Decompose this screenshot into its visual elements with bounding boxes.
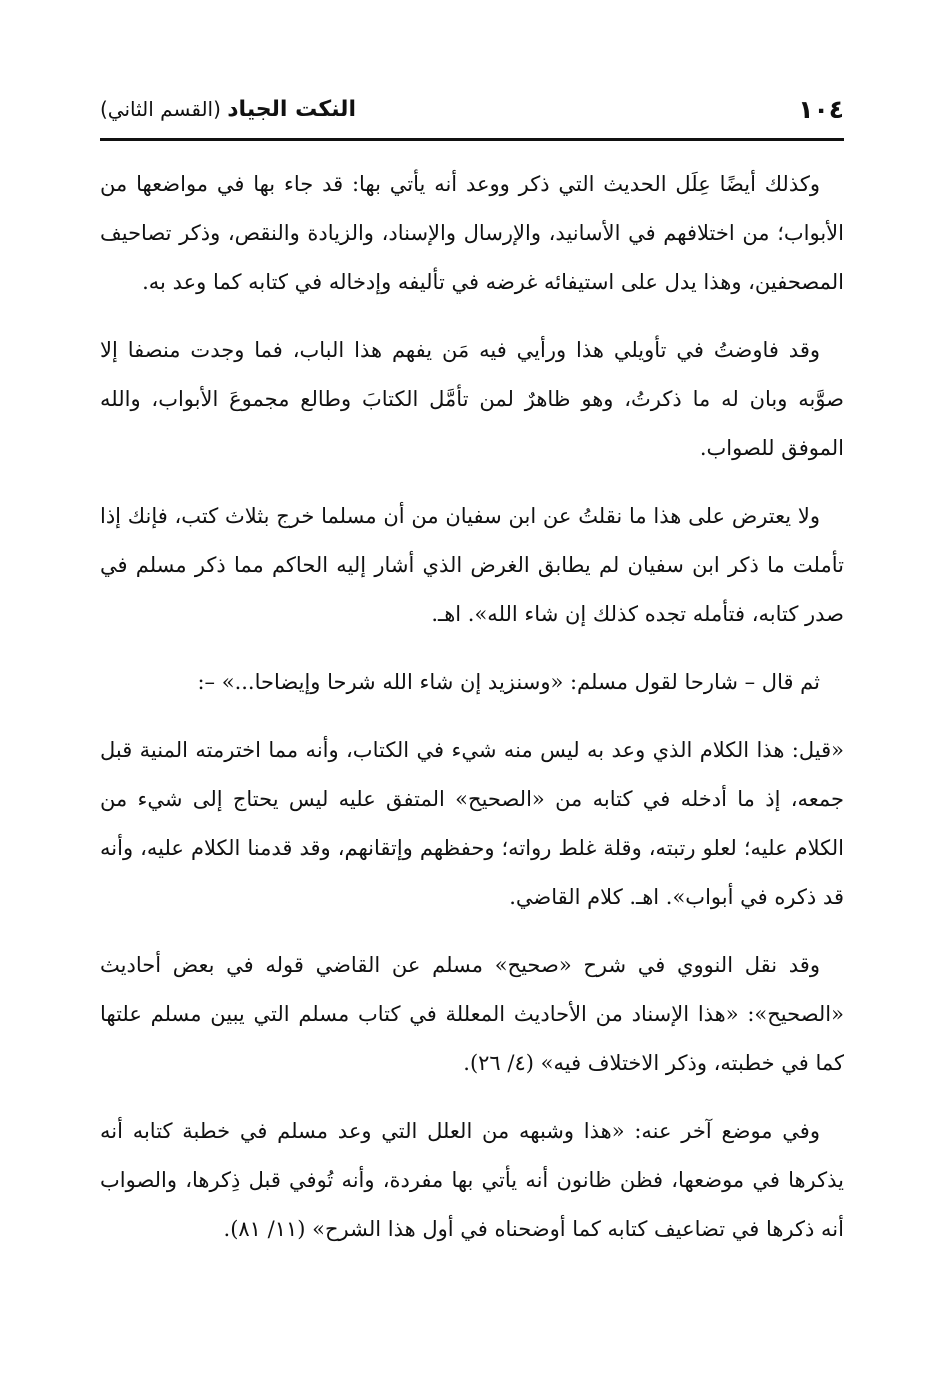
paragraph-6: وقد نقل النووي في شرح «صحيح» مسلم عن القاضي قوله في بعض أحاديث «الصحيح»: «هذا الإسناد من الأحاديث المعللة في كتاب مسلم التي يبين مسلم علتها كما في خطبته، وذكر الاختلاف فيه» (٤/ ٢٦). [100,953,844,1075]
page-number: ١٠٤ [798,94,844,124]
paragraph-4: ثم قال – شارحا لقول مسلم: «وسنزيد إن شاء الله شرحا وإيضاحا...» –: [197,670,820,694]
running-title [100,97,356,122]
book-title: النكت الجياد [227,96,356,122]
body-text [100,160,844,1273]
section-label: (القسم الثاني) [100,96,221,121]
page-header [100,88,844,130]
paragraph-2: وقد فاوضتُ في تأويلي هذا ورأيي فيه مَن يفهم هذا الباب، فما وجدت منصفا إلا صوَّبه وبان له ما ذكرتُ، وهو ظاهرٌ لمن تأمَّل الكتابَ وطالع مجموعَ الأبواب، والله الموفق للصواب. [100,338,844,460]
header-rule [100,138,844,141]
paragraph-7: وفي موضع آخر عنه: «هذا وشبهه من العلل التي وعد مسلم في خطبة كتابه أنه يذكرها في موضعها، فظن ظانون أنه يأتي بها مفردة، وأنه تُوفي قبل ذِكرها، والصواب أنه ذكرها في تضاعيف كتابه كما أوضحناه في أول هذا الشرح» (١١/ ٨١). [100,1119,844,1241]
paragraph-1: وكذلك أيضًا عِلَل الحديث التي ذكر ووعد أنه يأتي بها: قد جاء بها في مواضعها من الأبواب؛ من اختلافهم في الأسانيد، والإرسال والإسناد، والزيادة والنقص، وذكر تصاحيف المصحفين، وهذا يدل على استيفائه غرضه في تأليفه وإدخاله في كتابه كما وعد به. [100,172,844,294]
paragraph-3: ولا يعترض على هذا ما نقلتُ عن ابن سفيان من أن مسلما خرج بثلاث كتب، فإنك إذا تأملت ما ذكر ابن سفيان لم يطابق الغرض الذي أشار إليه الحاكم مما ذكر مسلم في صدر كتابه، فتأمله تجده كذلك إن شاء الله». اهـ. [100,504,844,626]
paragraph-5: «قيل: هذا الكلام الذي وعد به ليس منه شيء في الكتاب، وأنه مما اخترمته المنية قبل جمعه، إذ ما أدخله في كتابه من «الصحيح» المتفق عليه ليس يحتاج إلى شيء من الكلام عليه؛ لعلو رتبته، وقلة غلط رواته؛ وحفظهم وإتقانهم، وقد قدمنا الكلام عليه، وأنه قد ذكره في أبواب». اهـ. كلام القاضي. [100,738,844,909]
